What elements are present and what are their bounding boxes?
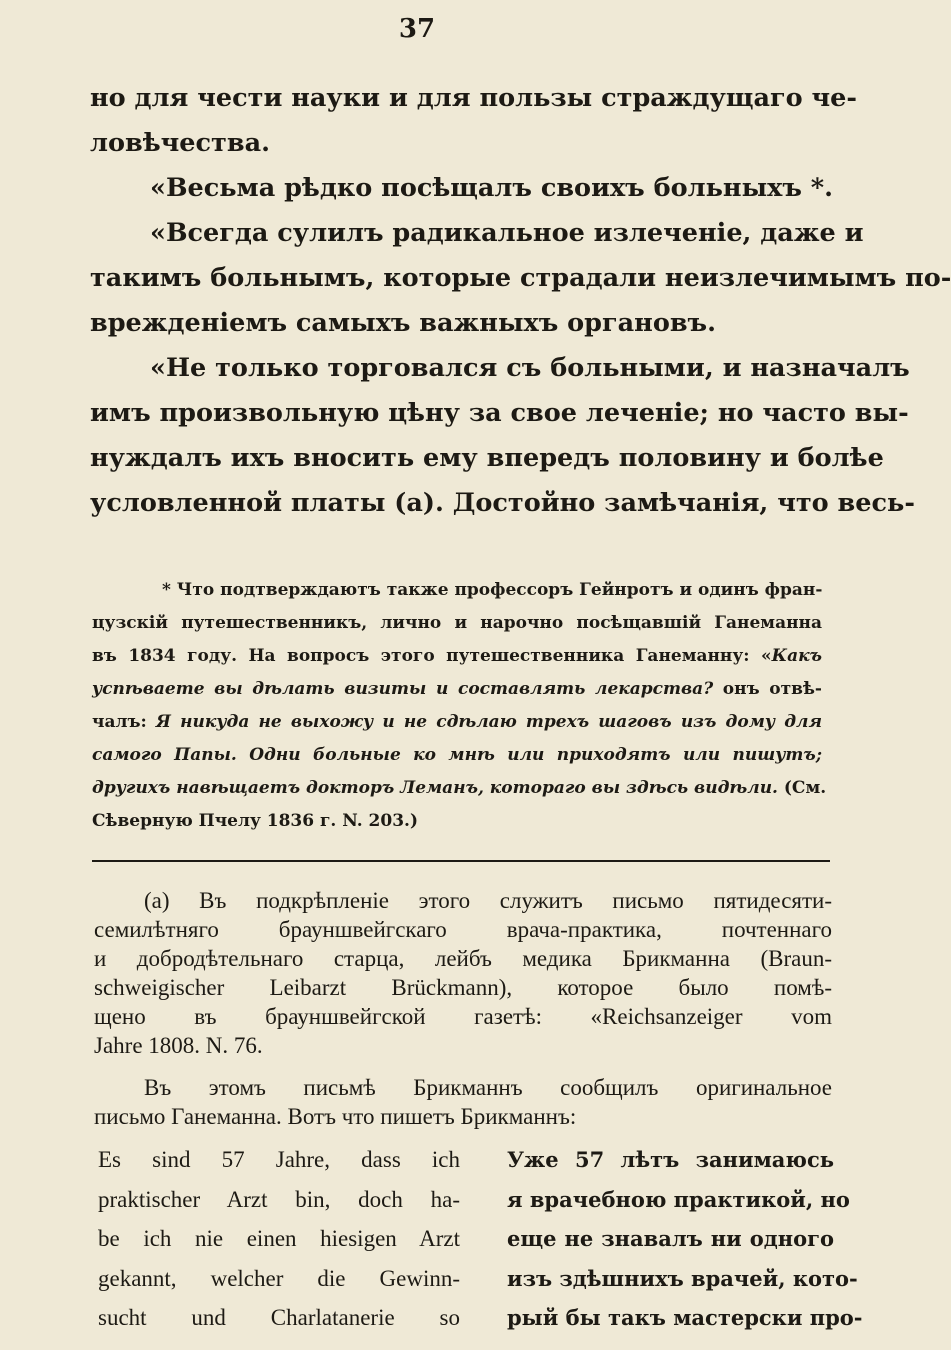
main-text-line: но для чести науки и для пользы страждущаго че- [90,83,857,113]
footnote-italic: Я никуда не выхожу и не сдѣлаю трехъ шаговъ изъ дому для [155,712,822,732]
russian-line: я врачебною практикой, но [507,1186,850,1212]
note-line: щено въ брауншвейгской газетѣ: «Reichsanzeiger vom [94,1004,832,1029]
footnote-line [92,772,827,805]
footnote-text: онъ отвѣ- [713,679,822,699]
russian-line: рый бы такъ мастерски про- [507,1305,863,1330]
appended-note [94,886,832,1131]
footnote-text: чалъ: [92,712,156,732]
footnote-line: Сѣверную Пчелу 1836 г. N. 203.) [92,811,418,831]
main-text [90,76,951,526]
note-line: (а) Въ подкрѣпленіе этого служитъ письмо пятидесяти- [144,888,832,913]
german-line: gekannt, welcher die Gewinn- [98,1265,460,1291]
german-column [98,1140,460,1338]
main-text-line: ловѣчества. [90,128,270,158]
note-line: семилѣтняго брауншвейгскаго врача-практика, почтеннаго [94,917,832,942]
german-line: praktischer Arzt bin, doch ha- [98,1186,460,1212]
note-line: Jahre 1808. N. 76. [94,1033,263,1058]
german-line: Es sind 57 Jahre, dass ich [98,1147,460,1172]
russian-column [507,1140,863,1338]
note-line: Въ этомъ письмѣ Брикманнъ сообщилъ оригинальное [144,1075,832,1100]
note-line: письмо Ганеманна. Вотъ что пишетъ Брикманнъ: [94,1104,577,1129]
footnote-line [92,673,822,706]
main-text-line: «Весьма рѣдко посѣщалъ своихъ больныхъ *. [150,173,834,203]
divider-rule [92,860,830,862]
note-line: и добродѣтельнаго старца, лейбъ медика Брикманна (Braun- [94,946,832,971]
footnote-line [92,706,822,739]
russian-line: еще не знавалъ ни одного [507,1226,834,1251]
main-text-line: «Не только торговался съ больными, и назначалъ [150,353,910,383]
footnote-text: въ 1834 году. На вопросъ этого путешественника Ганеманну: « [92,646,772,666]
german-line: be ich nie einen hiesigen Arzt [98,1226,460,1251]
main-text-line: условленной платы (а). Достойно замѣчанія, что весь- [90,488,915,518]
footnote-line: * Что подтверждаютъ также профессоръ Гейнротъ и одинъ фран- [162,580,823,600]
footnote-line: цузскій путешественникъ, лично и нарочно посѣщавшій Ганеманна [92,613,822,633]
footnote-line [92,640,822,673]
bilingual-columns [94,1140,863,1340]
footnote-italic: успѣваете вы дѣлать визиты и составлять лекарства? [92,679,714,699]
russian-line: Уже 57 лѣтъ занимаюсь [507,1147,834,1172]
german-line: sucht und Charlatanerie so [98,1305,460,1330]
footnote-line [92,739,822,772]
footnote [92,574,827,838]
main-text-line: врежденіемъ самыхъ важныхъ органовъ. [90,308,716,338]
footnote-italic: другихъ навѣщаетъ докторъ Леманъ, котораго вы здѣсь видѣли. [92,778,778,798]
main-text-line: «Всегда сулилъ радикальное излеченіе, даже и [150,218,864,248]
main-text-line: нуждалъ ихъ вносить ему впередъ половину и болѣе [90,443,884,473]
russian-line: изъ здѣшнихъ врачей, кото- [507,1265,858,1291]
note-line: schweigischer Leibarzt Brückmann), которое было помѣ- [94,975,832,1000]
footnote-italic: Какъ [771,646,822,666]
footnote-text: (См. [777,778,827,798]
page-number: 37 [398,14,436,44]
footnote-italic: самого Папы. Одни больные ко мнѣ или приходятъ или пишутъ; [92,745,822,765]
main-text-line: имъ произвольную цѣну за свое леченіе; но часто вы- [90,398,909,428]
main-text-line: такимъ больнымъ, которые страдали неизлечимымъ по- [90,263,951,293]
